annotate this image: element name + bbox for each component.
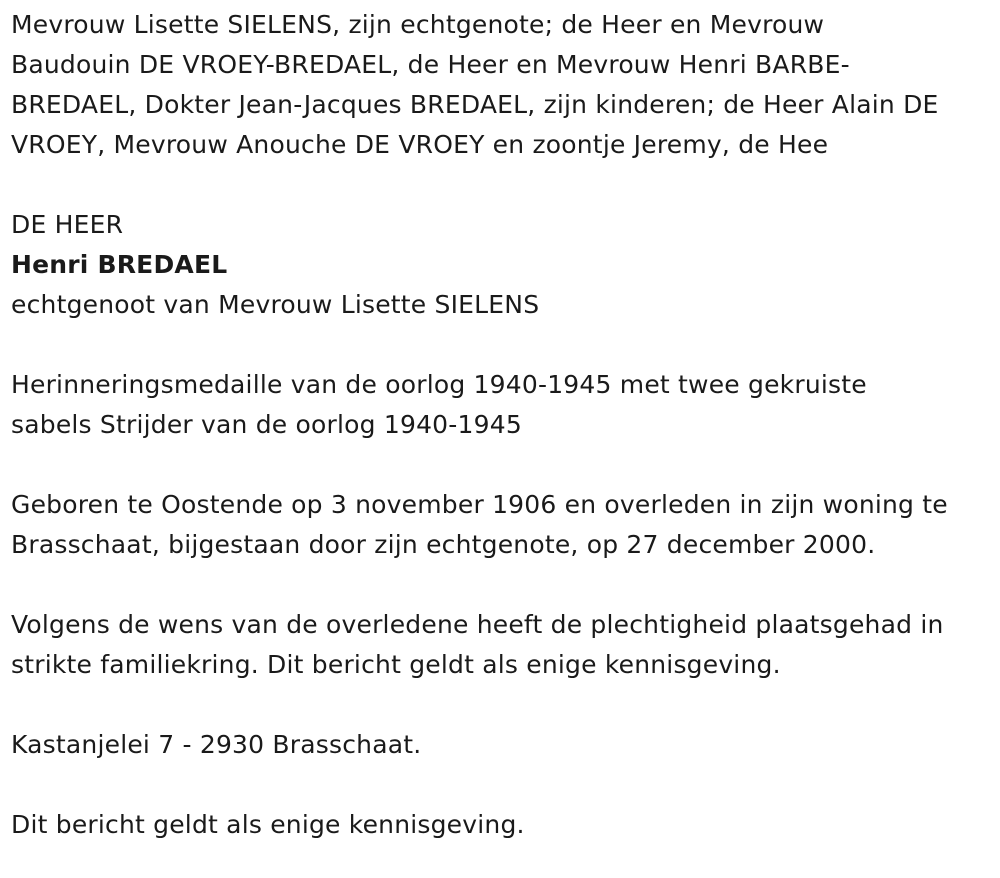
address: Kastanjelei 7 - 2930 Brasschaat. <box>11 730 422 759</box>
spouse-line: echtgenoot van Mevrouw Lisette SIELENS <box>11 290 540 319</box>
decoration-line: sabels Strijder van de oorlog 1940-1945 <box>11 410 522 439</box>
spacer <box>11 325 990 365</box>
decoration-paragraph <box>11 365 990 445</box>
ceremony-line: Volgens de wens van de overledene heeft de plechtigheid plaatsgehad in <box>11 610 944 639</box>
birth-death-line: Brasschaat, bijgestaan door zijn echtgenote, op 27 december 2000. <box>11 530 876 559</box>
spacer <box>11 685 990 725</box>
birth-death-paragraph <box>11 485 990 565</box>
spacer <box>11 165 990 205</box>
deceased-name: Henri BREDAEL <box>11 250 228 279</box>
honorific: DE HEER <box>11 210 124 239</box>
family-line: Mevrouw Lisette SIELENS, zijn echtgenote; de Heer en Mevrouw <box>11 10 825 39</box>
ceremony-paragraph <box>11 605 990 685</box>
family-line: BREDAEL, Dokter Jean-Jacques BREDAEL, zijn kinderen; de Heer Alain DE <box>11 90 939 119</box>
spacer <box>11 565 990 605</box>
family-line: Baudouin DE VROEY-BREDAEL, de Heer en Mevrouw Henri BARBE- <box>11 50 850 79</box>
ceremony-line: strikte familiekring. Dit bericht geldt als enige kennisgeving. <box>11 650 781 679</box>
family-line: VROEY, Mevrouw Anouche DE VROEY en zoontje Jeremy, de Hee <box>11 130 829 159</box>
closing-line: Dit bericht geldt als enige kennisgeving. <box>11 810 525 839</box>
birth-death-line: Geboren te Oostende op 3 november 1906 en overleden in zijn woning te <box>11 490 948 519</box>
spacer <box>11 765 990 805</box>
decoration-line: Herinneringsmedaille van de oorlog 1940-1945 met twee gekruiste <box>11 370 867 399</box>
family-paragraph <box>11 5 990 165</box>
spacer <box>11 445 990 485</box>
